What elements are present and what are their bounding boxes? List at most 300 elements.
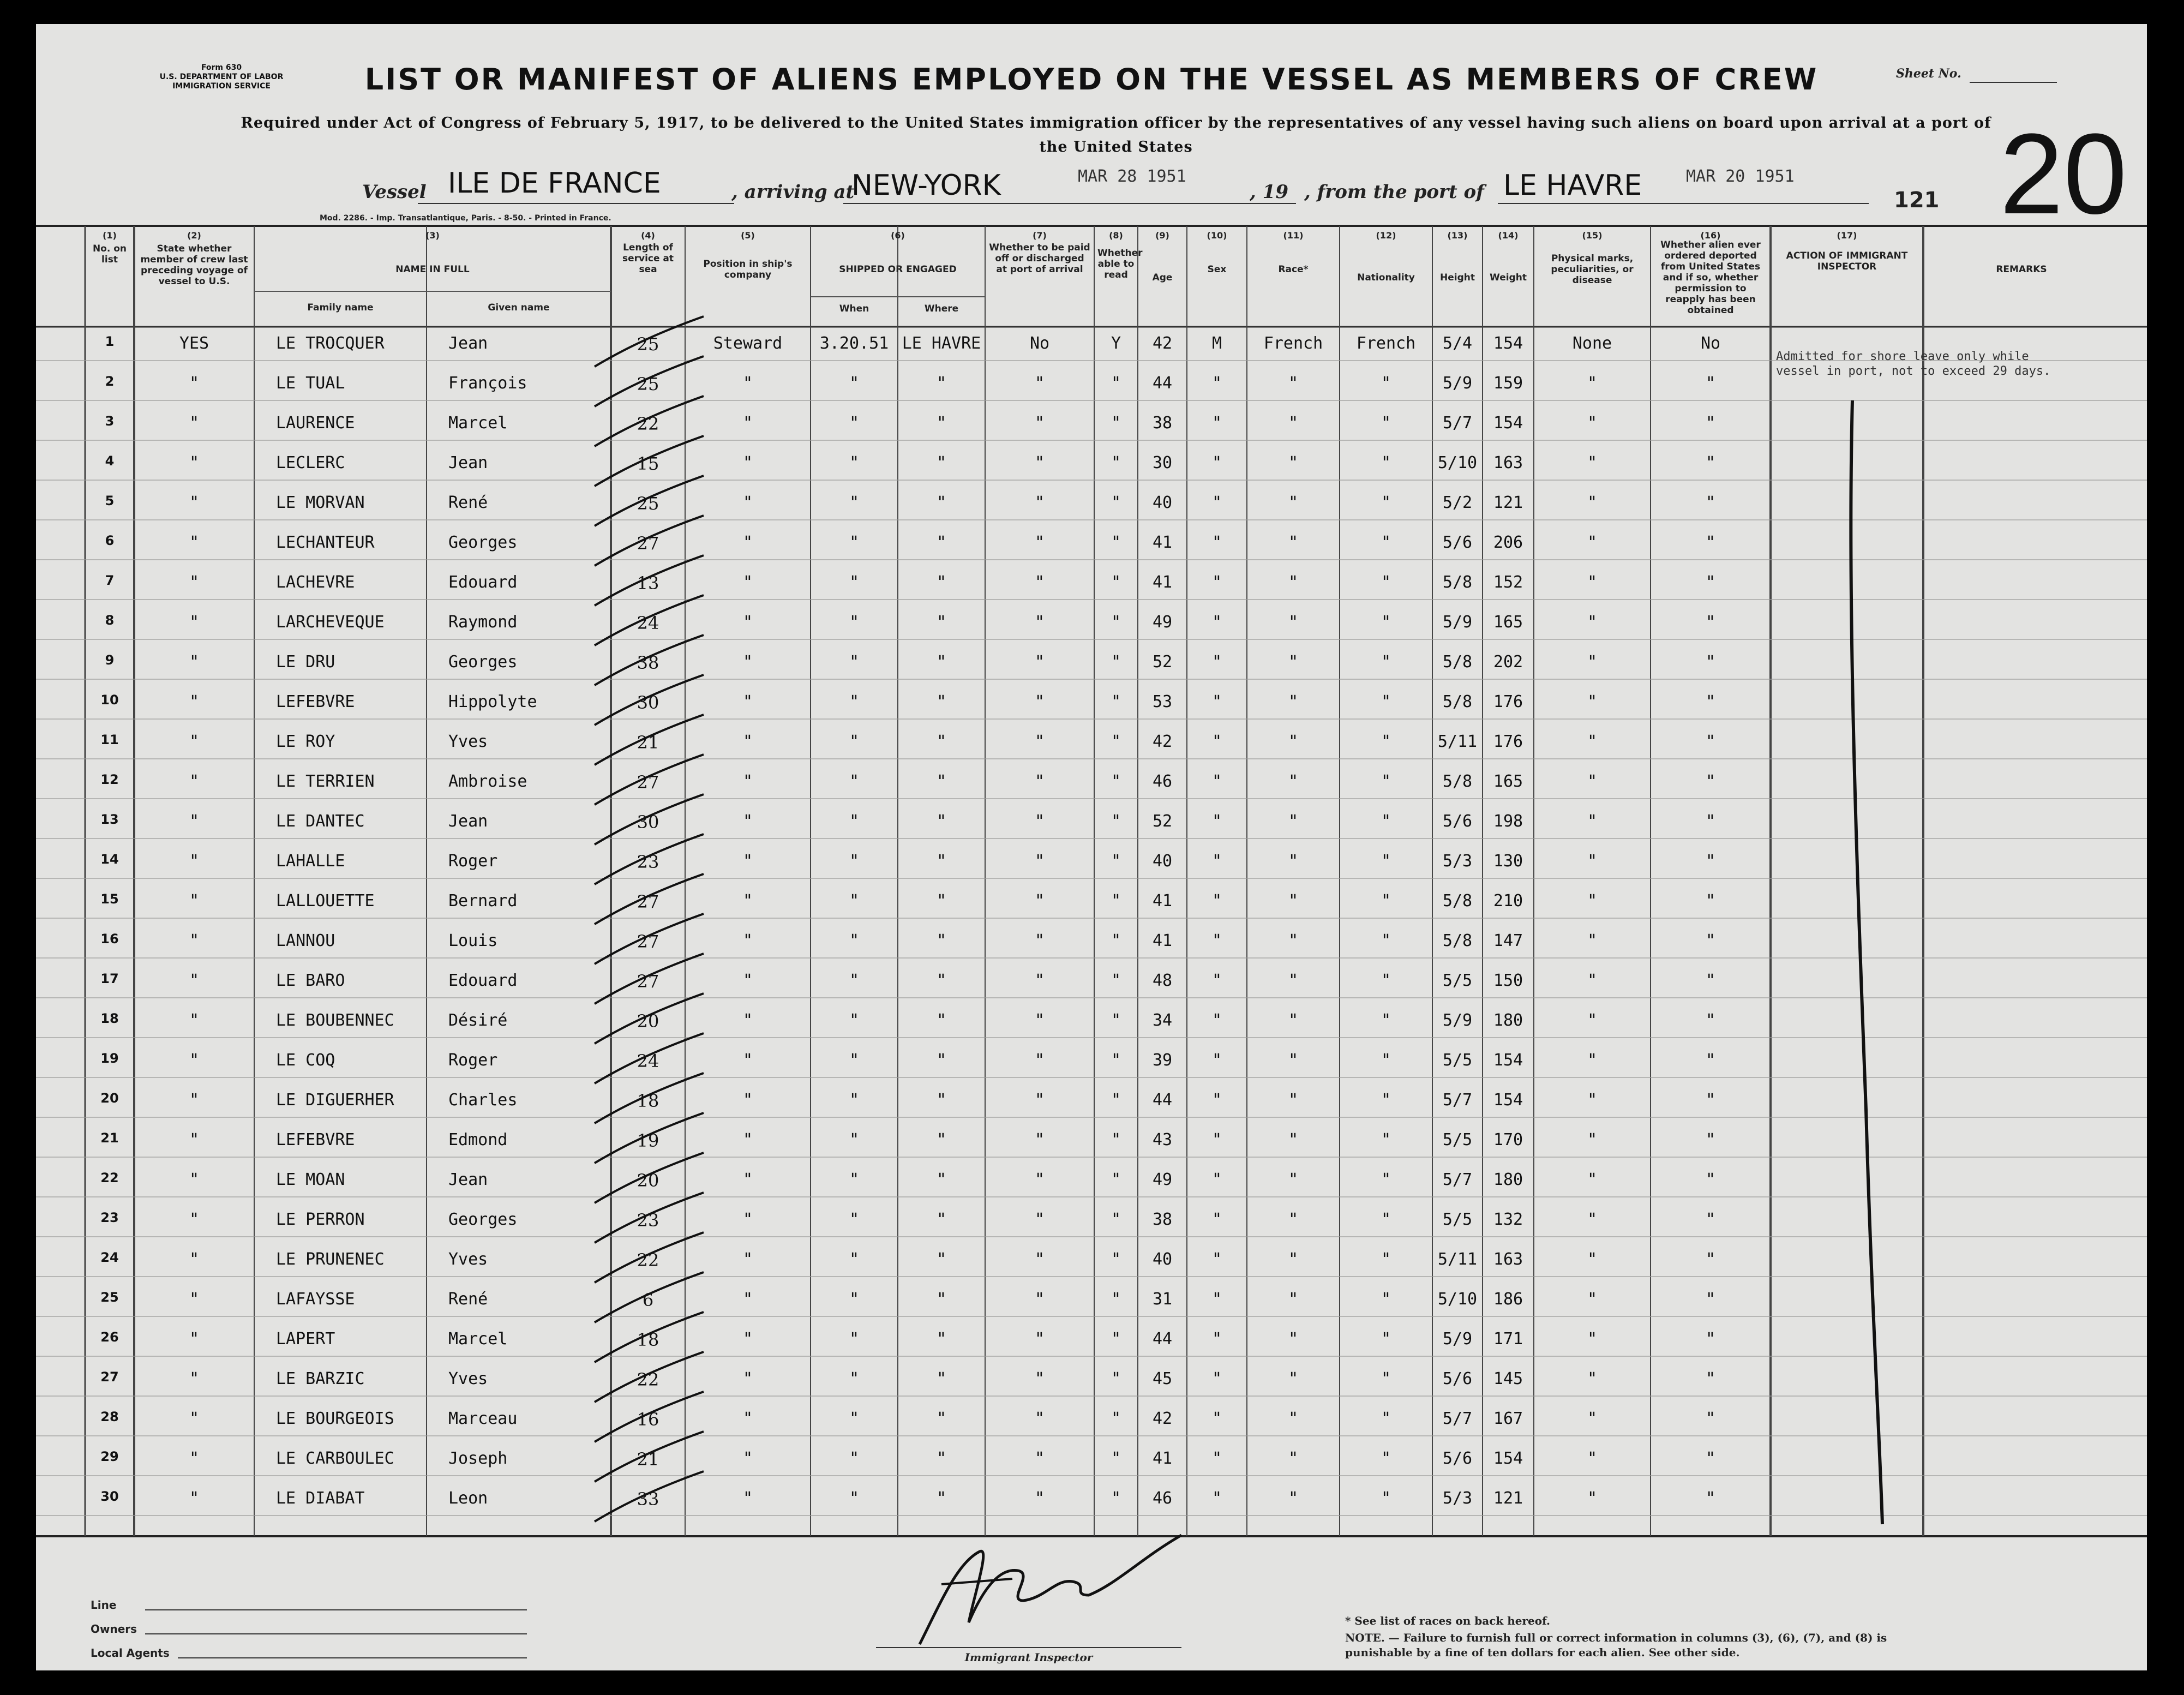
cell-where: " [936, 1250, 947, 1269]
cell-when: " [849, 613, 860, 632]
cell-sex: " [1211, 812, 1222, 831]
cell-nationality: " [1381, 1449, 1391, 1468]
cell-family: LE CARBOULEC [276, 1449, 394, 1468]
cell-weight: 170 [1493, 1130, 1523, 1149]
cell-age: 42 [1152, 732, 1173, 751]
cell-paid: " [1034, 414, 1045, 433]
cell-where: LE HAVRE [902, 334, 981, 353]
cell-family: LE ROY [276, 732, 335, 751]
service-name: IMMIGRATION SERVICE [172, 82, 271, 91]
sheet-number-large: 20 [2000, 110, 2127, 238]
cell-read: " [1111, 1170, 1121, 1189]
col-when-header: When [839, 303, 869, 314]
cell-nationality: " [1381, 971, 1391, 990]
cell-paid: " [1034, 772, 1045, 791]
cell-weight: 180 [1493, 1170, 1523, 1189]
cell-no: 18 [100, 1011, 119, 1026]
cell-age: 41 [1152, 1449, 1173, 1468]
cell-race: " [1288, 1130, 1299, 1149]
cell-position: " [742, 414, 753, 433]
cell-age: 41 [1152, 573, 1173, 592]
column-number: (12) [1376, 230, 1396, 241]
cell-sex: " [1211, 772, 1222, 791]
cell-family: LE BARZIC [276, 1369, 365, 1388]
cell-position: " [742, 732, 753, 751]
cell-position: " [742, 891, 753, 911]
cell-height: 5/7 [1442, 414, 1473, 433]
cell-given: Yves [448, 1250, 488, 1269]
cell-position: Steward [713, 334, 783, 353]
cell-when: " [849, 732, 860, 751]
col-service-header: Length of service at sea [622, 242, 674, 275]
cell-given: Jean [448, 453, 488, 472]
col-able-to-read-header: Whether able to read [1097, 248, 1143, 280]
cell-weight: 154 [1493, 414, 1523, 433]
cell-marks: " [1587, 971, 1598, 990]
col-shipped-header: SHIPPED OR ENGAGED [839, 264, 957, 275]
cell-sex: " [1211, 891, 1222, 911]
cell-no: 30 [100, 1489, 119, 1504]
cell-marks: " [1587, 1210, 1598, 1229]
cell-weight: 147 [1493, 931, 1523, 950]
agents-field-line [178, 1657, 527, 1658]
cell-given: Charles [448, 1091, 518, 1110]
cell-no: 6 [105, 533, 115, 548]
cell-where: " [936, 652, 947, 672]
cell-given: René [448, 493, 488, 512]
col-remarks-header: REMARKS [1996, 264, 2047, 275]
cell-no: 16 [100, 931, 119, 947]
cell-race: " [1288, 931, 1299, 950]
cell-given: Georges [448, 533, 518, 552]
cell-height: 5/3 [1442, 1489, 1473, 1508]
cell-deported: " [1705, 414, 1716, 433]
cell-where: " [936, 891, 947, 911]
cell-paid: " [1034, 692, 1045, 711]
cell-height: 5/8 [1442, 772, 1473, 791]
cell-no: 21 [100, 1130, 119, 1146]
cell-position: " [742, 812, 753, 831]
cell-deported: " [1705, 1091, 1716, 1110]
cell-age: 34 [1152, 1011, 1173, 1030]
cell-paid: " [1034, 1210, 1045, 1229]
cell-paid: " [1034, 374, 1045, 393]
cell-when: " [849, 652, 860, 672]
cell-when: " [849, 1051, 860, 1070]
cell-position: " [742, 1369, 753, 1388]
cell-age: 40 [1152, 852, 1173, 871]
cell-no: 1 [105, 334, 115, 349]
cell-given: Jean [448, 812, 488, 831]
cell-paid: " [1034, 652, 1045, 672]
cell-height: 5/9 [1442, 1329, 1473, 1349]
cell-given: Edouard [448, 971, 518, 990]
cell-race: " [1288, 852, 1299, 871]
cell-where: " [936, 414, 947, 433]
cell-height: 5/8 [1442, 891, 1473, 911]
cell-age: 52 [1152, 812, 1173, 831]
cell-position: " [742, 1170, 753, 1189]
cell-no: 5 [105, 493, 115, 508]
cell-age: 44 [1152, 374, 1173, 393]
cell-paid: " [1034, 573, 1045, 592]
column-number: (15) [1582, 230, 1603, 241]
cell-service: 16 [637, 1409, 659, 1430]
cell-position: " [742, 493, 753, 512]
cell-where: " [936, 453, 947, 472]
cell-height: 5/9 [1442, 613, 1473, 632]
column-number: (2) [187, 230, 201, 241]
cell-deported: " [1705, 891, 1716, 911]
cell-when: " [849, 1369, 860, 1388]
cell-when: " [849, 1210, 860, 1229]
cell-race: " [1288, 1011, 1299, 1030]
cell-where: " [936, 1369, 947, 1388]
cell-prev: " [189, 1091, 200, 1110]
cell-where: " [936, 1051, 947, 1070]
cell-age: 52 [1152, 652, 1173, 672]
cell-sex: " [1211, 374, 1222, 393]
cell-paid: " [1034, 1369, 1045, 1388]
cell-nationality: " [1381, 573, 1391, 592]
col-race-header: Race* [1278, 264, 1309, 275]
col-weight-header: Weight [1490, 272, 1527, 283]
cell-race: " [1288, 1290, 1299, 1309]
cell-read: " [1111, 1130, 1121, 1149]
cell-service: 15 [637, 453, 659, 474]
cell-given: Yves [448, 732, 488, 751]
column-number: (6) [891, 230, 905, 241]
cell-prev: " [189, 1011, 200, 1030]
cell-paid: " [1034, 493, 1045, 512]
cell-prev: " [189, 652, 200, 672]
cell-family: LE MORVAN [276, 493, 365, 512]
cell-service: 23 [637, 1210, 659, 1231]
cell-position: " [742, 1091, 753, 1110]
cell-position: " [742, 573, 753, 592]
cell-prev: " [189, 852, 200, 871]
cell-weight: 159 [1493, 374, 1523, 393]
cell-service: 18 [637, 1091, 659, 1111]
cell-no: 22 [100, 1170, 119, 1185]
cell-race: " [1288, 1091, 1299, 1110]
cell-marks: " [1587, 453, 1598, 472]
cell-paid: " [1034, 1011, 1045, 1030]
cell-paid: " [1034, 812, 1045, 831]
cell-deported: " [1705, 772, 1716, 791]
cell-paid: " [1034, 1091, 1045, 1110]
cell-position: " [742, 931, 753, 950]
cell-age: 44 [1152, 1091, 1173, 1110]
cell-marks: None [1572, 334, 1612, 353]
cell-paid: " [1034, 1170, 1045, 1189]
cell-race: " [1288, 812, 1299, 831]
cell-when: " [849, 414, 860, 433]
cell-prev: " [189, 453, 200, 472]
cell-weight: 154 [1493, 1051, 1523, 1070]
cell-family: LAFAYSSE [276, 1290, 355, 1309]
cell-read: " [1111, 533, 1121, 552]
cell-height: 5/5 [1442, 1130, 1473, 1149]
cell-sex: " [1211, 573, 1222, 592]
cell-position: " [742, 971, 753, 990]
owners-label: Owners [91, 1622, 137, 1636]
cell-marks: " [1587, 1250, 1598, 1269]
cell-paid: " [1034, 971, 1045, 990]
col-previous-voyage-header: State whether member of crew last preceding voyage of vessel to U.S. [140, 243, 248, 287]
cell-marks: " [1587, 772, 1598, 791]
cell-read: Y [1111, 334, 1121, 353]
cell-marks: " [1587, 1130, 1598, 1149]
cell-race: " [1288, 1051, 1299, 1070]
local-agents-label: Local Agents [91, 1646, 170, 1660]
cell-when: " [849, 493, 860, 512]
col-given-name-header: Given name [488, 302, 550, 313]
cell-read: " [1111, 971, 1121, 990]
cell-family: LAPERT [276, 1329, 335, 1349]
cell-age: 49 [1152, 613, 1173, 632]
cell-family: LAURENCE [276, 414, 355, 433]
cell-age: 41 [1152, 931, 1173, 950]
cell-read: " [1111, 1011, 1121, 1030]
cell-family: LE TROCQUER [276, 334, 385, 353]
cell-service: 18 [637, 1329, 659, 1350]
cell-marks: " [1587, 1409, 1598, 1428]
cell-service: 20 [637, 1170, 659, 1191]
cell-height: 5/11 [1437, 732, 1478, 751]
cell-read: " [1111, 573, 1121, 592]
cell-service: 13 [637, 573, 659, 594]
line-field-line [145, 1609, 527, 1610]
cell-no: 13 [100, 812, 119, 827]
cell-deported: " [1705, 493, 1716, 512]
cell-height: 5/3 [1442, 852, 1473, 871]
cell-deported: No [1700, 334, 1721, 353]
cell-height: 5/9 [1442, 374, 1473, 393]
cell-race: " [1288, 1210, 1299, 1229]
cell-service: 23 [637, 852, 659, 872]
cell-sex: " [1211, 1449, 1222, 1468]
cell-weight: 154 [1493, 334, 1523, 353]
cell-given: Bernard [448, 891, 518, 911]
cell-deported: " [1705, 732, 1716, 751]
cell-read: " [1111, 414, 1121, 433]
cell-deported: " [1705, 374, 1716, 393]
cell-where: " [936, 533, 947, 552]
cell-no: 9 [105, 652, 115, 668]
cell-height: 5/11 [1437, 1250, 1478, 1269]
from-port-label: , from the port of [1304, 181, 1484, 203]
cell-weight: 154 [1493, 1449, 1523, 1468]
cell-deported: " [1705, 1051, 1716, 1070]
cell-prev: " [189, 1489, 200, 1508]
cell-nationality: " [1381, 1290, 1391, 1309]
cell-where: " [936, 1170, 947, 1189]
cell-age: 41 [1152, 533, 1173, 552]
cell-deported: " [1705, 1489, 1716, 1508]
cell-when: " [849, 1130, 860, 1149]
cell-race: " [1288, 772, 1299, 791]
cell-read: " [1111, 1449, 1121, 1468]
cell-race: " [1288, 692, 1299, 711]
cell-position: " [742, 1011, 753, 1030]
cell-marks: " [1587, 1489, 1598, 1508]
cell-height: 5/7 [1442, 1091, 1473, 1110]
cell-read: " [1111, 692, 1121, 711]
cell-where: " [936, 1329, 947, 1349]
cell-where: " [936, 493, 947, 512]
cell-paid: " [1034, 1489, 1045, 1508]
column-number: (5) [741, 230, 755, 241]
cell-height: 5/8 [1442, 652, 1473, 672]
cell-nationality: " [1381, 852, 1391, 871]
column-number: (11) [1283, 230, 1304, 241]
cell-no: 3 [105, 414, 115, 429]
cell-given: Leon [448, 1489, 488, 1508]
cell-read: " [1111, 1489, 1121, 1508]
cell-when: " [849, 1011, 860, 1030]
admitted-note: Admitted for shore leave only while vessel in port, not to exceed 29 days. [1776, 350, 2051, 378]
cell-position: " [742, 1210, 753, 1229]
cell-prev: " [189, 1051, 200, 1070]
cell-when: " [849, 1091, 860, 1110]
cell-marks: " [1587, 1449, 1598, 1468]
cell-deported: " [1705, 652, 1716, 672]
cell-age: 30 [1152, 453, 1173, 472]
cell-prev: " [189, 1290, 200, 1309]
cell-sex: " [1211, 652, 1222, 672]
cell-age: 31 [1152, 1290, 1173, 1309]
cell-given: Raymond [448, 613, 518, 632]
cell-no: 14 [100, 852, 119, 867]
cell-service: 21 [637, 732, 659, 753]
cell-marks: " [1587, 891, 1598, 911]
cell-service: 25 [637, 493, 659, 514]
column-number: (4) [641, 230, 655, 241]
cell-when: " [849, 1329, 860, 1349]
column-number: (1) [103, 230, 117, 241]
cell-race: " [1288, 1449, 1299, 1468]
col-physical-marks-header: Physical marks, peculiarities, or disease [1551, 253, 1634, 286]
cell-paid: " [1034, 852, 1045, 871]
cell-family: LE BOURGEOIS [276, 1409, 394, 1428]
action-bracket-line [1836, 400, 1901, 1546]
cell-prev: " [189, 493, 200, 512]
races-note: * See list of races on back hereof. [1345, 1614, 1550, 1627]
cell-no: 24 [100, 1250, 119, 1265]
departure-port: LE HAVRE [1503, 169, 1642, 202]
cell-nationality: " [1381, 414, 1391, 433]
cell-family: LE BOUBENNEC [276, 1011, 394, 1030]
cell-prev: " [189, 931, 200, 950]
cell-given: Jean [448, 334, 488, 353]
cell-prev: " [189, 1250, 200, 1269]
cell-read: " [1111, 1051, 1121, 1070]
cell-service: 25 [637, 374, 659, 394]
cell-paid: " [1034, 1290, 1045, 1309]
cell-weight: 152 [1493, 573, 1523, 592]
cell-sex: " [1211, 852, 1222, 871]
cell-weight: 210 [1493, 891, 1523, 911]
cell-race: French [1263, 334, 1323, 353]
cell-sex: " [1211, 692, 1222, 711]
cell-given: Louis [448, 931, 498, 950]
cell-sex: " [1211, 732, 1222, 751]
cell-no: 26 [100, 1329, 119, 1345]
cell-when: " [849, 931, 860, 950]
cell-service: 27 [637, 533, 659, 554]
cell-service: 27 [637, 971, 659, 992]
printer-line: Mod. 2286. - Imp. Transatlantique, Paris. - 8-50. - Printed in France. [320, 214, 611, 223]
cell-race: " [1288, 493, 1299, 512]
cell-family: LE MOAN [276, 1170, 345, 1189]
cell-prev: " [189, 374, 200, 393]
cell-prev: " [189, 891, 200, 911]
cell-service: 21 [637, 1449, 659, 1470]
cell-no: 23 [100, 1210, 119, 1225]
cell-sex: " [1211, 414, 1222, 433]
cell-prev: " [189, 1329, 200, 1349]
cell-height: 5/9 [1442, 1011, 1473, 1030]
cell-prev: " [189, 1449, 200, 1468]
cell-where: " [936, 1091, 947, 1110]
cell-height: 5/6 [1442, 533, 1473, 552]
cell-sex: " [1211, 493, 1222, 512]
cell-position: " [742, 652, 753, 672]
cell-nationality: " [1381, 1130, 1391, 1149]
cell-family: LECLERC [276, 453, 345, 472]
cell-read: " [1111, 1290, 1121, 1309]
cell-family: LE TUAL [276, 374, 345, 393]
cell-given: Jean [448, 1170, 488, 1189]
cell-where: " [936, 1290, 947, 1309]
cell-sex: " [1211, 1011, 1222, 1030]
cell-family: LAHALLE [276, 852, 345, 871]
cell-prev: " [189, 971, 200, 990]
cell-marks: " [1587, 414, 1598, 433]
cell-no: 12 [100, 772, 119, 787]
cell-service: 22 [637, 414, 659, 434]
cell-family: LECHANTEUR [276, 533, 375, 552]
cell-race: " [1288, 573, 1299, 592]
cell-prev: " [189, 1170, 200, 1189]
cell-nationality: " [1381, 1369, 1391, 1388]
cell-service: 27 [637, 772, 659, 793]
cell-nationality: " [1381, 732, 1391, 751]
cell-prev: " [189, 573, 200, 592]
cell-height: 5/8 [1442, 573, 1473, 592]
cell-service: 33 [637, 1489, 659, 1510]
cell-nationality: " [1381, 891, 1391, 911]
cell-paid: " [1034, 613, 1045, 632]
cell-given: Edmond [448, 1130, 508, 1149]
cell-age: 42 [1152, 1409, 1173, 1428]
cell-given: René [448, 1290, 488, 1309]
cell-position: " [742, 374, 753, 393]
cell-position: " [742, 1409, 753, 1428]
cell-when: " [849, 891, 860, 911]
cell-prev: " [189, 533, 200, 552]
cell-deported: " [1705, 453, 1716, 472]
cell-age: 46 [1152, 1489, 1173, 1508]
cell-sex: " [1211, 931, 1222, 950]
cell-family: LALLOUETTE [276, 891, 375, 911]
cell-nationality: " [1381, 931, 1391, 950]
cell-read: " [1111, 1210, 1121, 1229]
cell-nationality: " [1381, 1489, 1391, 1508]
cell-nationality: " [1381, 1250, 1391, 1269]
cell-no: 27 [100, 1369, 119, 1385]
